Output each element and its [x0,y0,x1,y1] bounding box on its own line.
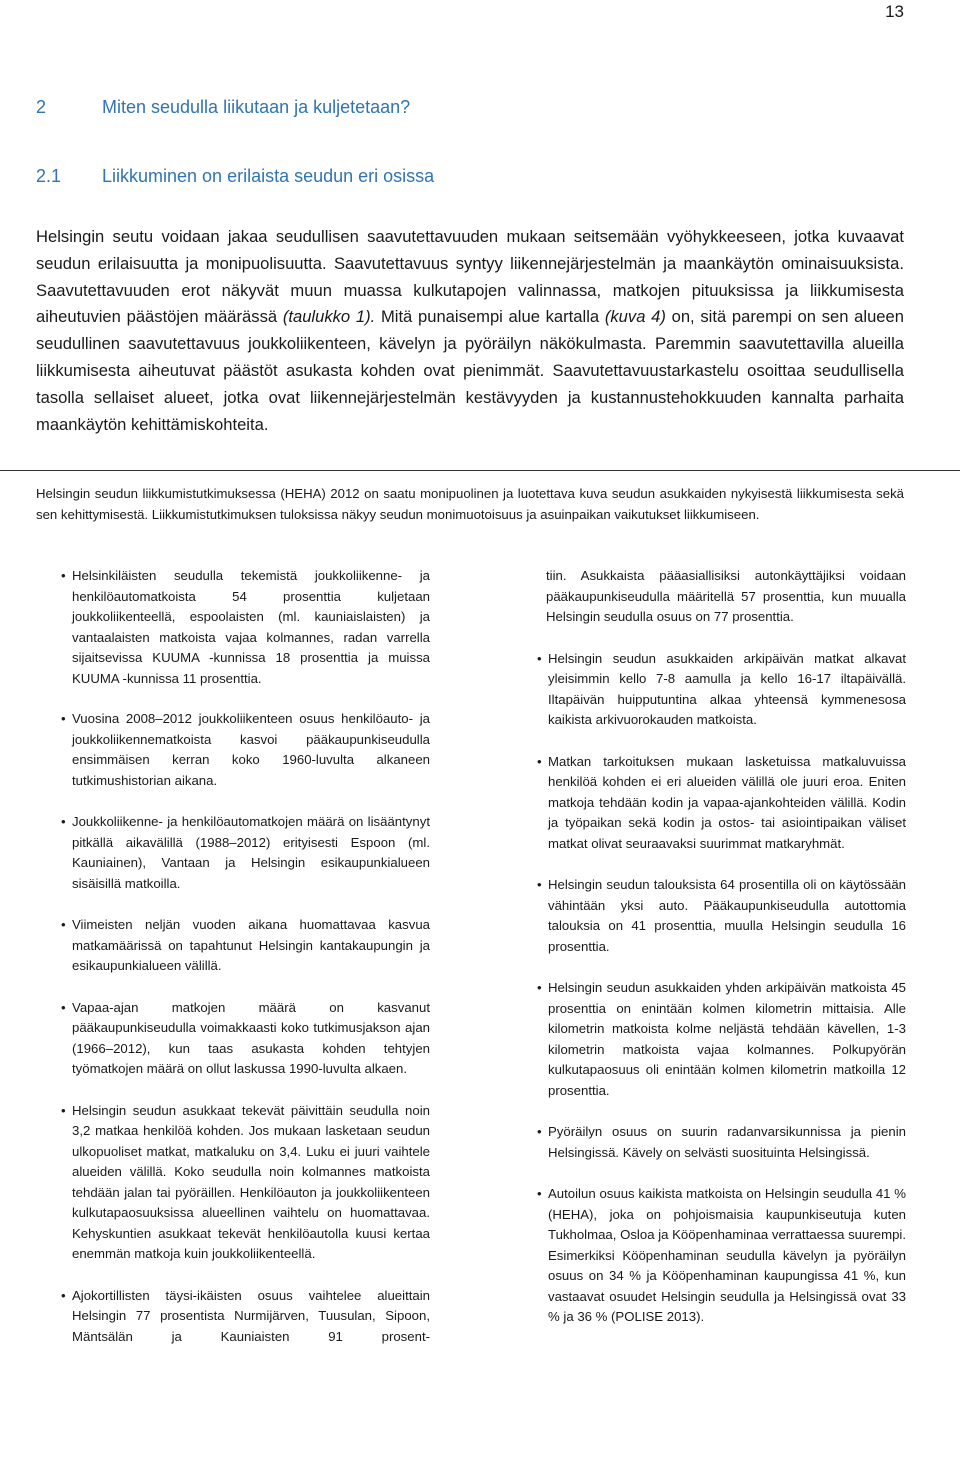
list-item: • Helsingin seudun asukkaiden yhden arkipäivän matkoista 45 prosenttia on enintään kolmen kilometrin mittaisia. Alle kilometrin matkoista kolme neljästä tehdään kävellen, 1-3 kilometrin matkoista vajaa kolmannes. Polkupyörän kulkutapaosuus oli enintään kolmen kilometrin matkoilla 12 prosenttia. [537,980,906,1098]
bullet-icon: • [61,999,66,1015]
bullet-icon: • [61,568,66,583]
list-item: • Helsingin seudun asukkaat tekevät päivittäin seudulla noin 3,2 matkaa henkilöä kohden. Jos mukaan lasketaan seudun ulkopuoliset matkat, matkaluku on 3,4. Luku ei juuri vaihtele alueiden välillä. Koko seudulla noin kolmannes matkoista tehdään jalan tai pyöräillen. Henkilöauton ja joukkoliikenteen kulkutapaosuuksissa alueellinen vaihtelu on huomattavaa. Kehyskuntien asukkaat tekevät henkilöautolla kuusi kertaa enemmän matkoja kuin joukkoliikenteellä. [61,1102,430,1261]
bullet-icon: • [61,814,66,829]
bullet-icon: • [61,1287,66,1303]
list-item: • Helsingin seudun asukkaiden arkipäivän matkat alkavat yleisimmin kello 7-8 aamulla ja kello 16-17 iltapäivällä. Iltapäivän huipputuntina alkaa yhteensä kymmenesosa kaikista arkivuorokauden matkoista. [537,650,906,727]
box-top-rule [0,470,960,471]
lead-text-2: Mitä punaisempi alue kartalla [375,307,605,327]
list-item: • Joukkoliikenne- ja henkilöautomatkojen määrä on lisääntynyt pitkällä aikavälillä (1988–2012) erityisesti Espoon (ml. Kauniainen), Vantaan ja Helsingin esikaupunkialueen sisäisillä matkoilla. [61,814,430,891]
box-intro-paragraph: Helsingin seudun liikkumistutkimuksessa (HEHA) 2012 on saatu monipuolinen ja luotettava kuva seudun asukkaiden nykyisestä liikkumisesta sekä sen kehittymisestä. Liikkumistutkimuksen tuloksissa näkyy seudun monimuotoisuus ja asuinpaikan vaikutukset liikkumiseen. [36,486,904,522]
bullet-icon: • [537,1124,542,1139]
list-item: • Matkan tarkoituksen mukaan lasketuissa matkaluvuissa henkilöä kohden ei eri alueiden välillä ole juuri eroa. Eniten matkoja tehdään kodin ja vapaa-ajankohteiden välillä. Kodin ja työpaikan sekä kodin ja ostos- tai asiointipaikan väliset matkat olivat seuraavaksi suurimmat matkaryhmät. [537,753,906,851]
table-reference: (taulukko 1). [282,307,376,327]
list-item: • Helsinkiläisten seudulla tekemistä joukkoliikenne- ja henkilöautomatkoista 54 prosenttia kuljetaan joukkoliikenteellä, espoolaisten (ml. kauniaislaisten) ja vantaalaisten matkoista vajaa kolmannes, radan varrella sijaitsevissa KUUMA -kunnissa 18 prosenttia ja muissa KUUMA -kunnissa 11 prosenttia. [61,568,430,686]
bullet-icon: • [61,711,66,726]
section-heading [36,97,410,118]
section-number: 2 [36,97,47,117]
subsection-number: 2.1 [36,166,62,186]
figure-reference: (kuva 4) [604,307,666,327]
list-item: • Ajokortillisten täysi-ikäisten osuus vaihtelee alueittain Helsingin 77 prosentista Nurmijärven, Tuusulan, Sipoon, Mäntsälän ja Kauniaisten 91 prosent- [61,1287,430,1344]
lead-text-1: Helsingin seutu voidaan jakaa seudullisen saavutettavuuden mukaan seitsemään vyöhykkeeseen, jotka kuvaavat seudun erilaisuutta ja monipuolisuutta. Saavutettavuus syntyy liikennejärjestelmän ja maankäytön ominaisuuksista. Saavutettavuuden erot näkyvät muun muassa kulkutapojen valinnassa, matkojen pituuksissa ja liikkumisesta aiheutuvien päästöjen määrässä [36,227,904,327]
list-item: • Viimeisten neljän vuoden aikana huomattavaa kasvua matkamäärissä on tapahtunut Helsingin kantakaupungin ja esikaupunkialueen välillä. [61,917,430,973]
right-column [538,566,906,1328]
list-item: • Vuosina 2008–2012 joukkoliikenteen osuus henkilöauto- ja joukkoliikennematkoista kasvoi pääkaupunkiseudulla ensimmäisen kerran koko 1960-luvulta alkaneen tutkimushistorian aikana. [61,711,430,788]
bullet-icon: • [61,917,66,932]
subsection-heading [36,166,434,187]
list-item-continuation: tiin. Asukkaista pääasiallisiksi autonkäyttäjiksi voidaan pääkaupunkiseudulla määritellä 57 prosenttia, kun muualla Helsingin seudulla osuus on 77 prosenttia. [546,568,906,624]
bullet-icon: • [537,650,542,666]
bullet-icon: • [537,980,542,995]
lead-text-3: on, sitä parempi on sen alueen seudullinen saavutettavuus joukkoliikenteen, kävelyn ja pyöräilyn näkökulmasta. Paremmin saavutettavilla alueilla liikkumisesta aiheutuvat päästöt asukasta kohden ovat pienimmät. Saavutettavuustarkastelu osoittaa seudullisella tasolla sellaiset alueet, jotka ovat liikennejärjestelmän kestävyyden ja kustannustehokkuuden kannalta parhaita maankäytön kehittämiskohteita. [36,307,904,434]
bullet-icon: • [61,1102,66,1118]
bullet-icon: • [537,877,542,892]
page-number: 13 [885,2,904,21]
bullet-icon: • [537,1186,542,1201]
list-item: • Pyöräilyn osuus on suurin radanvarsikunnissa ja pienin Helsingissä. Kävely on selvästi suosituinta Helsingissä. [537,1124,906,1160]
list-item: • Helsingin seudun talouksista 64 prosentilla oli on käytössään vähintään yksi auto. Pääkaupunkiseudulla autottomia talouksia on 41 prosenttia, muulla Helsingin seudulla 16 prosenttia. [537,877,906,954]
section-title: Miten seudulla liikutaan ja kuljetetaan? [102,97,411,117]
left-column [62,566,430,1347]
list-item: • Vapaa-ajan matkojen määrä on kasvanut pääkaupunkiseudulla voimakkaasti koko tutkimusjakson ajan (1966–2012), kun taas asukasta kohden tehtyjen työmatkojen määrä on ollut laskussa 1990-luvulta alkaen. [61,999,430,1076]
lead-paragraph [36,224,904,438]
list-item: • Autoilun osuus kaikista matkoista on Helsingin seudulla 41 % (HEHA), joka on pohjoismaisia kaupunkiseutuja kuten Tukholmaa, Osloa ja Kööpenhaminaa verrattaessa suurempi. Esimerkiksi Kööpenhaminan seudulla kävelyn ja pyöräilyn osuus on 34 % ja Kööpenhaminan kaupungissa 41 %, kun vastaavat osuudet Helsingin seudulla ja Helsingissä ovat 33 % ja 36 % (POLISE 2013). [537,1186,906,1324]
subsection-title: Liikkuminen on erilaista seudun eri osissa [102,166,435,186]
bullet-icon: • [537,753,542,769]
